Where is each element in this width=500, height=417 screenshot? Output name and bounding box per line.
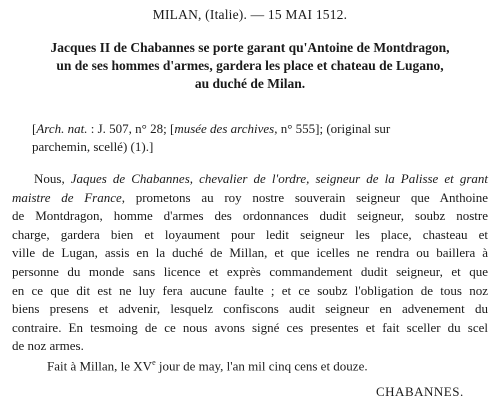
document-body xyxy=(12,170,488,356)
body-line-8: biens presens et advenir, lesquelz confiscons audit seigneur en advenement du xyxy=(12,301,488,317)
closing-b: jour de may, l'an mil cinq cens et douze. xyxy=(155,358,368,374)
body-line-10: de noz armes. xyxy=(12,338,84,354)
body-line-6: personne du monde sans licence et exprès commandement dudit seigneur, et que xyxy=(12,263,488,279)
source-ref: : J. 507, n° 28; [ xyxy=(87,121,175,136)
title-line-3: au duché de Milan. xyxy=(194,76,306,91)
document-header: MILAN, (Italie). — 15 MAI 1512. xyxy=(152,7,348,22)
closing-a: Fait à Millan, le XV xyxy=(47,358,153,374)
source-citation xyxy=(32,120,487,156)
body-line-2 xyxy=(12,189,488,208)
body-line-4: charge, gardera bien et loyaument pour ledit seigneur les place, chasteau et xyxy=(12,226,488,242)
title-line-2: un de ses hommes d'armes, gardera les place et chateau de Lugano, xyxy=(56,58,444,73)
title-line-1: Jacques II de Chabannes se porte garant qu'Antoine de Montdragon, xyxy=(50,40,450,55)
body-line-2b: , prometons au roy nostre souverain seigneur que Anthoine xyxy=(121,189,489,205)
signature: CHABANNES. xyxy=(376,384,464,399)
source-musee-label: musée des archives xyxy=(174,121,275,136)
source-number: , n° 555]; (original sur xyxy=(274,121,391,136)
closing-line xyxy=(47,358,368,374)
source-open-bracket: [ xyxy=(32,121,37,136)
body-line-7: en ce que dit est ne luy fera aucune faulte ; et ce soubz l'obligation de tous noz xyxy=(12,282,488,298)
body-line-2a: maistre de France xyxy=(12,189,122,205)
body-line-1b: Jaques de Chabannes, chevalier de l'ordre, seigneur de la Palisse et grant xyxy=(70,171,488,186)
source-arch-label: Arch. nat. xyxy=(36,121,88,136)
body-line-3: de Montdragon, homme d'armes des ordonnances dudit seigneur, soubz nostre xyxy=(12,208,488,224)
body-line-1a: Nous, xyxy=(34,171,71,186)
source-line-1 xyxy=(32,120,487,138)
body-line-1 xyxy=(12,170,488,189)
source-line-2: parchemin, scellé) (1).] xyxy=(32,139,154,154)
closing-sup: e xyxy=(152,358,156,367)
document-title xyxy=(20,39,480,93)
body-line-5: ville de Lugan, assis en la duché de Millan, et que icelles ne rendra ou baillera à xyxy=(12,245,488,261)
body-line-9: contraire. En tesmoing de ce nous avons signé ces presentes et fait sceller du scel xyxy=(12,319,488,335)
